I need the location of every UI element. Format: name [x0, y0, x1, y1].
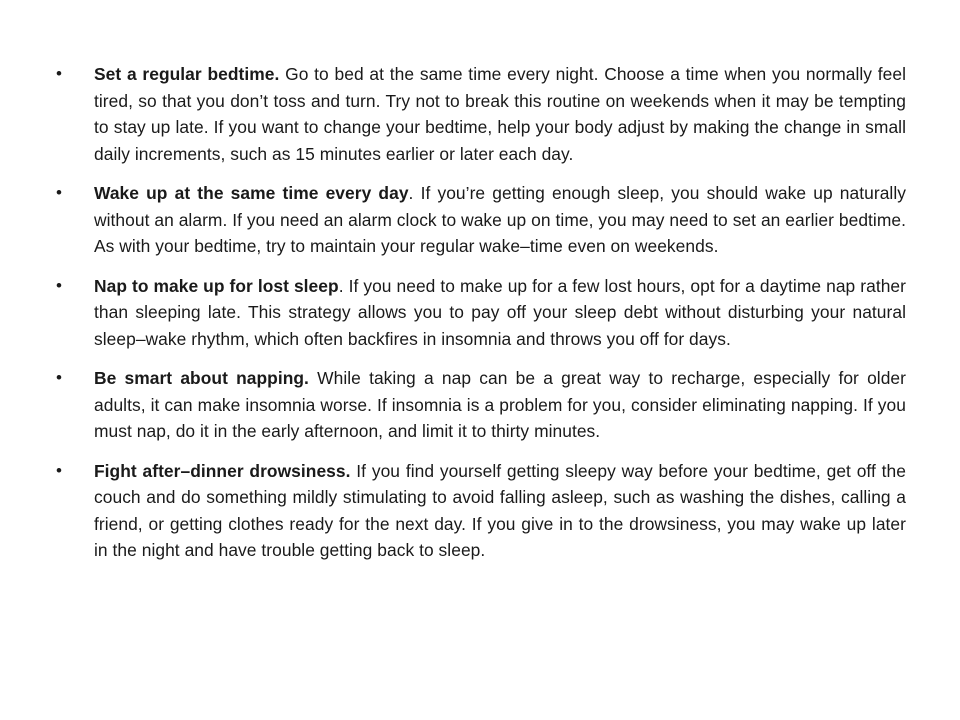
list-item: [56, 61, 906, 167]
bullet-dot-icon: •: [56, 368, 63, 387]
bullet-dot-icon: •: [56, 64, 63, 83]
tip-body: While taking a nap can be a great way to recharge, especially for older adults, it can make insomnia worse. If insomnia is a problem for you, consider eliminating napping. If you must nap, do it in the early afternoon, and limit it to thirty minutes.: [94, 368, 906, 441]
tip-body: If you find yourself getting sleepy way before your bedtime, get off the couch and do something mildly stimulating to avoid falling asleep, such as washing the dishes, calling a friend, or getting clothes ready for the next day. If you give in to the drowsiness, you may wake up later in the night and have trouble getting back to sleep.: [94, 460, 906, 560]
tip-title: Fight after–dinner drowsiness.: [94, 460, 351, 481]
list-item: [56, 273, 906, 353]
tip-title: Set a regular bedtime.: [94, 64, 280, 84]
sleep-tips-list: [56, 61, 906, 577]
tip-body: Go to bed at the same time every night. Choose a time when you normally feel tired, so that you don’t toss and turn. Try not to break this routine on weekends when it may be tempting to stay up late. If you want to change your bedtime, help your body adjust by making the change in small daily increments, such as 15 minutes earlier or later each day.: [94, 64, 907, 164]
tip-body: . If you need to make up for a few lost hours, opt for a daytime nap rather than sleeping late. This strategy allows you to pay off your sleep debt without disturbing your natural sleep–wake rhythm, which often backfires in insomnia and throws you off for days.: [94, 275, 906, 349]
tip-body: . If you’re getting enough sleep, you should wake up naturally without an alarm. If you need an alarm clock to wake up on time, you may need to set an earlier bedtime. As with your bedtime, try to maintain your regular wake–time even on weekends.: [94, 183, 906, 256]
list-item: [56, 180, 906, 260]
bullet-dot-icon: •: [56, 460, 63, 480]
bullet-dot-icon: •: [56, 183, 63, 202]
tip-title: Be smart about napping.: [94, 368, 309, 388]
tip-title: Nap to make up for lost sleep: [94, 275, 339, 296]
bullet-dot-icon: •: [56, 275, 63, 295]
list-item: [56, 458, 906, 564]
tip-title: Wake up at the same time every day: [94, 183, 409, 203]
list-item: [56, 365, 906, 445]
